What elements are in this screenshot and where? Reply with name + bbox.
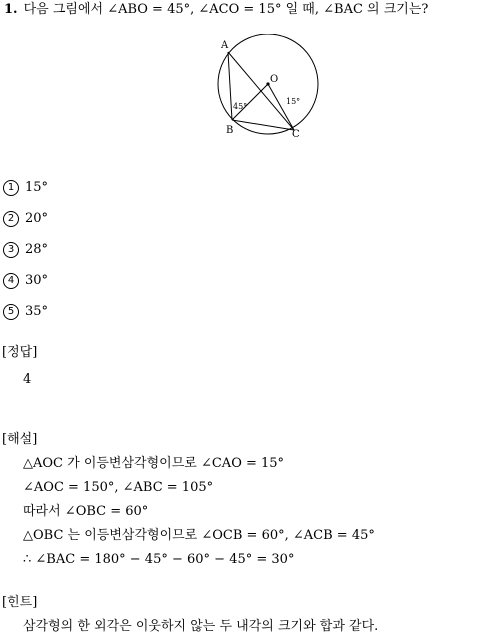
solution-line: △OBC 는 이등변삼각형이므로 ∠OCB = 60°, ∠ACB = 45° bbox=[23, 528, 375, 543]
label-b: B bbox=[226, 125, 234, 136]
circle-figure bbox=[210, 34, 326, 138]
choice-5[interactable] bbox=[3, 302, 48, 333]
choice-1[interactable] bbox=[3, 178, 48, 209]
label-angle-b: 45° bbox=[233, 102, 248, 111]
choice-5-text: 35° bbox=[25, 304, 49, 319]
solution-body bbox=[23, 454, 375, 574]
segment-ab bbox=[228, 52, 232, 120]
hint-text: 삼각형의 한 외각은 이웃하지 않는 두 내각의 크기와 합과 같다. bbox=[23, 619, 379, 634]
choice-4-text: 30° bbox=[25, 273, 49, 288]
solution-line: 따라서 ∠OBC = 60° bbox=[23, 504, 149, 519]
choice-5-marker: 5 bbox=[3, 304, 19, 320]
label-a: A bbox=[221, 40, 229, 51]
segment-bc bbox=[232, 120, 294, 130]
choice-1-text: 15° bbox=[25, 180, 49, 195]
choice-3[interactable] bbox=[3, 240, 48, 271]
choice-2-text: 20° bbox=[25, 211, 49, 226]
circle-diagram bbox=[210, 34, 326, 138]
label-o: O bbox=[270, 74, 279, 85]
choice-2[interactable] bbox=[3, 209, 48, 240]
label-angle-c: 15° bbox=[286, 97, 301, 106]
solution-line: △AOC 가 이등변삼각형이므로 ∠CAO = 15° bbox=[23, 456, 285, 471]
choice-3-marker: 3 bbox=[3, 242, 19, 258]
choice-4[interactable] bbox=[3, 271, 48, 302]
choice-2-marker: 2 bbox=[3, 211, 19, 227]
solution-line: ∴ ∠BAC = 180° − 45° − 60° − 45° = 30° bbox=[23, 552, 295, 567]
hint-label: [힌트] bbox=[2, 595, 38, 610]
choice-4-marker: 4 bbox=[3, 273, 19, 289]
question-number: 1. bbox=[4, 2, 18, 17]
label-c: C bbox=[292, 129, 300, 138]
choice-3-text: 28° bbox=[25, 242, 49, 257]
choice-list bbox=[3, 178, 48, 333]
answer-label: [정답] bbox=[2, 345, 38, 360]
solution-label: [해설] bbox=[2, 432, 38, 447]
segment-oc bbox=[268, 84, 294, 130]
question-text: 다음 그림에서 ∠ABO = 45°, ∠ACO = 15° 일 때, ∠BAC 의 크기는? bbox=[23, 2, 429, 17]
question bbox=[4, 0, 492, 20]
solution-line: ∠AOC = 150°, ∠ABC = 105° bbox=[23, 480, 214, 495]
choice-1-marker: 1 bbox=[3, 180, 19, 196]
answer-value: 4 bbox=[23, 372, 32, 387]
